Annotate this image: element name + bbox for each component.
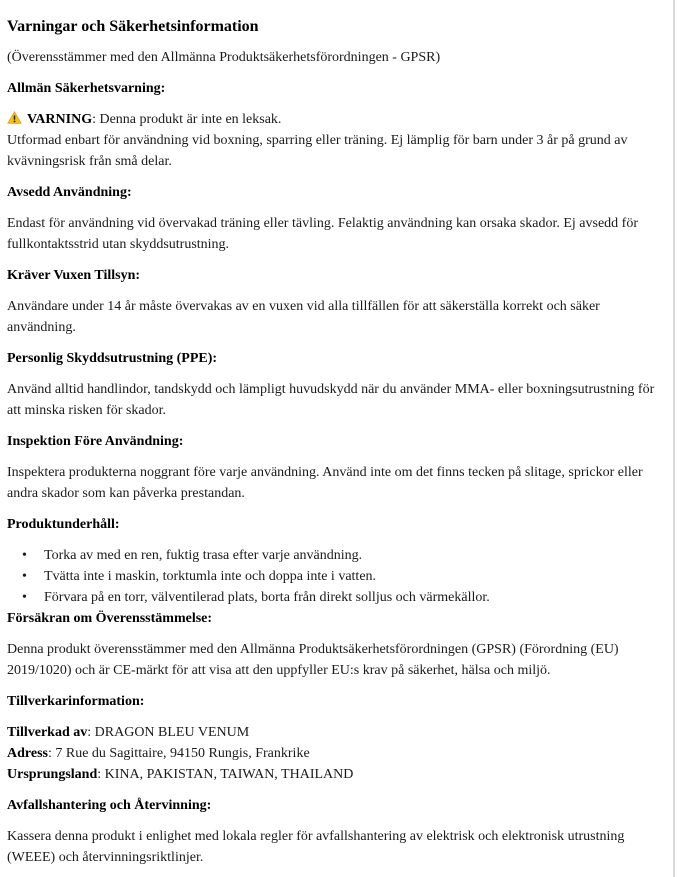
heading-disposal-recycling: Avfallshantering och Återvinning: <box>7 798 212 813</box>
bullet-dot-icon: • <box>22 548 27 563</box>
manufacturer-address-line <box>7 743 667 764</box>
maintenance-list <box>7 545 667 608</box>
compliance-subtitle: (Överensstämmer med den Allmänna Produktsäkerhetsförordningen - GPSR) <box>7 50 441 65</box>
inspection-text: Inspektera produkterna noggrant före varje användning. Använd inte om det finns tecken på slitage, sprickor eller andra skador som kan påverka prestandan. <box>7 465 643 501</box>
country-of-origin-value: : KINA, PAKISTAN, TAIWAN, THAILAND <box>97 767 354 782</box>
warning-line <box>7 109 667 130</box>
document-content <box>7 16 667 877</box>
list-item <box>7 587 667 608</box>
heading-general-safety: Allmän Säkerhetsvarning: <box>7 81 166 96</box>
bullet-dot-icon: • <box>22 590 27 605</box>
maintenance-bullet-text: Torka av med en ren, fuktig trasa efter varje användning. <box>44 548 363 563</box>
document-title: Varningar och Säkerhetsinformation <box>7 18 259 35</box>
heading-inspection: Inspektion Före Användning: <box>7 434 184 449</box>
list-item <box>7 545 667 566</box>
heading-conformity: Försäkran om Överensstämmelse: <box>7 611 213 626</box>
manufacturer-address-label: Adress <box>7 746 48 761</box>
warning-text: : Denna produkt är inte en leksak. <box>92 112 282 127</box>
manufacturer-info-block <box>7 722 667 785</box>
heading-manufacturer-info: Tillverkarinformation: <box>7 694 145 709</box>
country-of-origin-label: Ursprungsland <box>7 767 98 782</box>
general-safety-text: Utformad enbart för användning vid boxning, sparring eller träning. Ej lämplig för barn under 3 år på grund av kvävningsrisk från små delar. <box>7 133 628 169</box>
manufacturer-name-line <box>7 722 667 743</box>
manufacturer-name-label: Tillverkad av <box>7 725 88 740</box>
general-safety-warning-block <box>7 109 667 172</box>
heading-adult-supervision: Kräver Vuxen Tillsyn: <box>7 268 141 283</box>
intended-use-text: Endast för användning vid övervakad träning eller tävling. Felaktig användning kan orsaka skador. Ej avsedd för fullkontaktsstrid utan skyddsutrustning. <box>7 216 638 252</box>
manufacturer-address-value: : 7 Rue du Sagittaire, 94150 Rungis, Frankrike <box>47 746 310 761</box>
warning-label: VARNING <box>27 112 93 127</box>
bullet-dot-icon: • <box>22 569 27 584</box>
maintenance-bullet-text: Förvara på en torr, välventilerad plats, borta från direkt solljus och värmekällor. <box>44 590 490 605</box>
heading-ppe: Personlig Skyddsutrustning (PPE): <box>7 351 218 366</box>
country-of-origin-line <box>7 764 667 785</box>
maintenance-bullet-text: Tvätta inte i maskin, torktumla inte och doppa inte i vatten. <box>44 569 377 584</box>
adult-supervision-text: Användare under 14 år måste övervakas av en vuxen vid alla tillfällen för att säkerställa korrekt och säker användning. <box>7 299 600 335</box>
disposal-recycling-text: Kassera denna produkt i enlighet med lokala regler för avfallshantering av elektrisk och elektronisk utrustning (WEEE) och återvinningsriktlinjer. <box>7 829 625 865</box>
list-item <box>7 566 667 587</box>
manufacturer-name-value: : DRAGON BLEU VENUM <box>87 725 250 740</box>
page-right-edge-divider <box>673 0 675 877</box>
heading-intended-use: Avsedd Användning: <box>7 185 132 200</box>
ppe-text: Använd alltid handlindor, tandskydd och lämpligt huvudskydd när du använder MMA- eller boxningsutrustning för att minska risken för skador. <box>7 382 655 418</box>
warning-triangle-icon <box>7 111 22 124</box>
heading-maintenance: Produktunderhåll: <box>7 517 120 532</box>
conformity-text: Denna produkt överensstämmer med den Allmänna Produktsäkerhetsförordningen (GPSR) (Förordning (EU) 2019/1020) och är CE-märkt för att visa att den uppfyller EU:s krav på säkerhet, hälsa och miljö. <box>7 642 619 678</box>
